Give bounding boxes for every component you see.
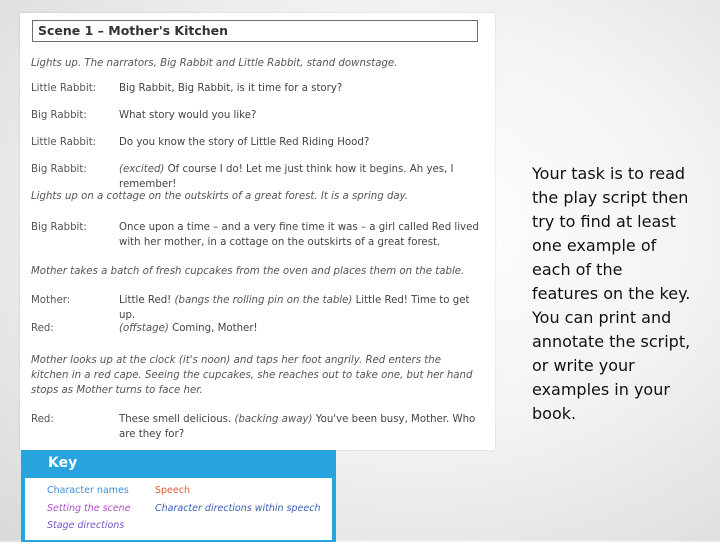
stage-direction: Mother takes a batch of fresh cupcakes from the oven and places them on the table.: [31, 266, 465, 277]
task-instructions: Your task is to read the play script then try to find at least one example of each of the features on the key. You can print and annotate the script, or write your examples in your book.: [532, 164, 691, 423]
character-name: Little Rabbit:: [31, 137, 97, 148]
character-name: Big Rabbit:: [31, 164, 87, 175]
key-item-character-names: Character names: [47, 485, 129, 496]
speech-text: Of course I do! Let me just think how it begins. Ah yes, I remember!: [119, 164, 454, 190]
key-title: Key: [48, 455, 78, 471]
key-item-character-directions: Character directions within speech: [155, 503, 321, 514]
stage-direction: Lights up on a cottage on the outskirts of a great forest. It is a spring day.: [31, 191, 409, 202]
character-name: Big Rabbit:: [31, 222, 87, 233]
speech-text: Little Red!: [119, 295, 172, 306]
speech-text: Big Rabbit, Big Rabbit, is it time for a story?: [119, 83, 343, 94]
character-direction: (backing away): [234, 414, 313, 425]
play-script-page: [20, 13, 495, 450]
speech-text: Little Red! Time to get up.: [119, 295, 470, 321]
speech-text: Coming, Mother!: [172, 323, 258, 334]
character-name: Red:: [31, 414, 54, 425]
speech-block: [119, 412, 479, 442]
speech-text: What story would you like?: [119, 110, 257, 121]
character-direction: (offstage): [119, 323, 169, 334]
speech-text: Once upon a time – and a very fine time it was – a girl called Red lived with her mother, in a cottage on the outskirts of a great forest.: [119, 222, 479, 248]
stage-direction: Lights up. The narrators, Big Rabbit and Little Rabbit, stand downstage.: [31, 58, 398, 69]
stage-direction: Mother looks up at the clock (it's noon) and taps her foot angrily. Red enters the kitchen in a red cape. Seeing the cupcakes, she reaches out to take one, but her hand stops as Mother turns to face her.: [31, 355, 473, 396]
speech-text: These smell delicious.: [119, 414, 232, 425]
speech-text: Do you know the story of Little Red Riding Hood?: [119, 137, 370, 148]
speech-text: You've been busy, Mother. Who are they for?: [119, 414, 476, 440]
speech-block: [119, 321, 479, 336]
character-direction: (excited): [119, 164, 165, 175]
scene-title: Scene 1 – Mother's Kitchen: [32, 20, 478, 42]
key-item-setting-the-scene: Setting the scene: [47, 503, 131, 514]
speech-block: [119, 162, 479, 192]
character-direction: (bangs the rolling pin on the table): [174, 295, 353, 306]
character-name: Little Rabbit:: [31, 83, 97, 94]
key-item-stage-directions: Stage directions: [47, 520, 125, 531]
speech-block: [119, 293, 479, 323]
key-item-speech: Speech: [155, 485, 190, 496]
character-name: Big Rabbit:: [31, 110, 87, 121]
character-name: Red:: [31, 323, 54, 334]
character-name: Mother:: [31, 295, 71, 306]
key-panel: [21, 450, 336, 542]
key-body: [25, 478, 332, 540]
